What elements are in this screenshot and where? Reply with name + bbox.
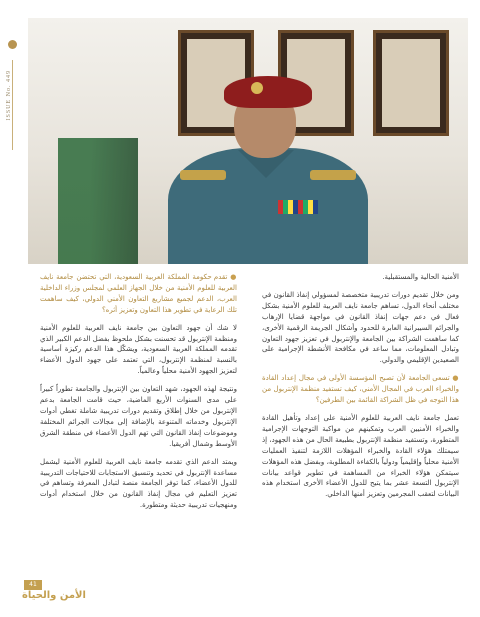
article-column-right xyxy=(262,272,459,507)
article-column-left xyxy=(40,272,237,518)
paragraph: تعمل جامعة نايف العربية للعلوم الأمنية على إعداد وتأهيل القادة والخبراء الأمنيين العرب وتمكينهم من مواكبة التوجهات الإجرامية المتطورة، وتستفيد منظمة الإنتربول بطبيعة الحال من هذه الجهود، إذ سيمتلك هؤلاء القادة والخبراء المؤهلات اللازمة لتنفيذ العمليات الأمنية محلياً وإقليمياً ودولياً بالكفاءة المطلوبة، وبفضل هذه المؤهلات سيتمكن هؤلاء الخبراء من المساهمة في تطوير قواعد بيانات الإنتربول التسعة عشر بما يتيح للدول الأعضاء الأخرى استخدام هذه البيانات لتعقب المجرمين وتعزيز أمنها الداخلي. xyxy=(262,413,459,499)
decorative-dot xyxy=(8,40,17,49)
portrait-photo xyxy=(28,18,468,264)
bullet-dot-icon: ● xyxy=(227,273,237,281)
paragraph: ومن خلال تقديم دورات تدريبية متخصصة لمسؤولي إنفاذ القانون في مختلف أنحاء الدول، تساهم جامعة نايف العربية للعلوم الأمنية بشكل فعال في دعم جهات إنفاذ القانون في مواجهة قضايا الإرهاب والجرائم السيبرانية العابرة للحدود وأشكال الجريمة الرقمية الأخرى، كما ساهمت الشراكة بين الجامعة والإنتربول في تعزيز جهود التعاون وتبادل المعلومات، مما ساعد في مكافحة الأنشطة الإجرامية على الصعيدين الإقليمي والدولي. xyxy=(262,290,459,365)
paragraph: لا شك أن جهود التعاون بين جامعة نايف العربية للعلوم الأمنية ومنظمة الإنتربول قد تحسنت بشكل ملحوظ بفضل الدعم الكبير الذي تقدمه المملكة العربية السعودية، ويشكّل هذا الدعم ركيزة أساسية بالنسبة لمنظمة الإنتربول، التي تعتمد على جهود الدول الأعضاء لتعزيز الجهود الأمنية محلياً وعالمياً. xyxy=(40,323,237,376)
red-beret xyxy=(224,76,312,108)
flag xyxy=(58,138,138,264)
interview-question: ● تقدم حكومة المملكة العربية السعودية، التي تحتضن جامعة نايف العربية للعلوم الأمنية من خلال الجهاز العلمي لمجلس وزراء الداخلية العرب، الدعم لجميع مشاريع التعاون الأمني الدولي، كيف ساهمت تلك الرعاية في تطوير هذا التعاون وتعزيز أثره؟ xyxy=(40,273,237,314)
issue-label: ISSUE No. 449 xyxy=(6,70,12,121)
page-number: 41 xyxy=(24,580,42,590)
bullet-dot-icon: ● xyxy=(449,374,459,383)
paragraph: ويمتد الدعم الذي تقدمه جامعة نايف العربية للعلوم الأمنية ليشمل مساعدة الإنتربول في تحديد وتنسيق الاستجابات للاحتياجات التدريبية للدول الأعضاء، كما توفر الجامعة منصة لتبادل المعرفة وتساهم في تعزيز التعليم في مجال إنفاذ القانون من خلال استخدام أدوات ومنهجيات تدريبية حديثة ومتطورة. xyxy=(40,457,237,510)
paragraph: ونتيجة لهذه الجهود، شهد التعاون بين الإنتربول والجامعة تطوراً كبيراً على مدى السنوات الأربع الماضية، حيث قامت الجامعة بدعم الإنتربول من خلال إطلاق وتقديم دورات تدريبية شاملة تغطي أدوات الإنتربول وخدماته المتنوعة بالإضافة إلى مجالات الجرائم المختلفة وموضوعات إنفاذ القانون التي تهم الدول الأعضاء في منطقة الشرق الأوسط وشمال أفريقيا. xyxy=(40,385,237,448)
paragraph: الأمنية الحالية والمستقبلية. xyxy=(382,273,459,281)
beret-badge-icon xyxy=(251,82,263,94)
magazine-logo: الأمن والحياة xyxy=(22,590,86,601)
wall-portrait-frame xyxy=(373,30,449,136)
interview-question: ● تسعى الجامعة لأن تصبح المؤسسة الأولى في مجال إعداد القادة والخبراء العرب في المجال الأمني، كيف تستفيد منظمة الإنتربول من هذا التوجه في ظل الشراكة القائمة بين الطرفين؟ xyxy=(262,374,459,405)
medal-ribbons xyxy=(278,200,318,214)
